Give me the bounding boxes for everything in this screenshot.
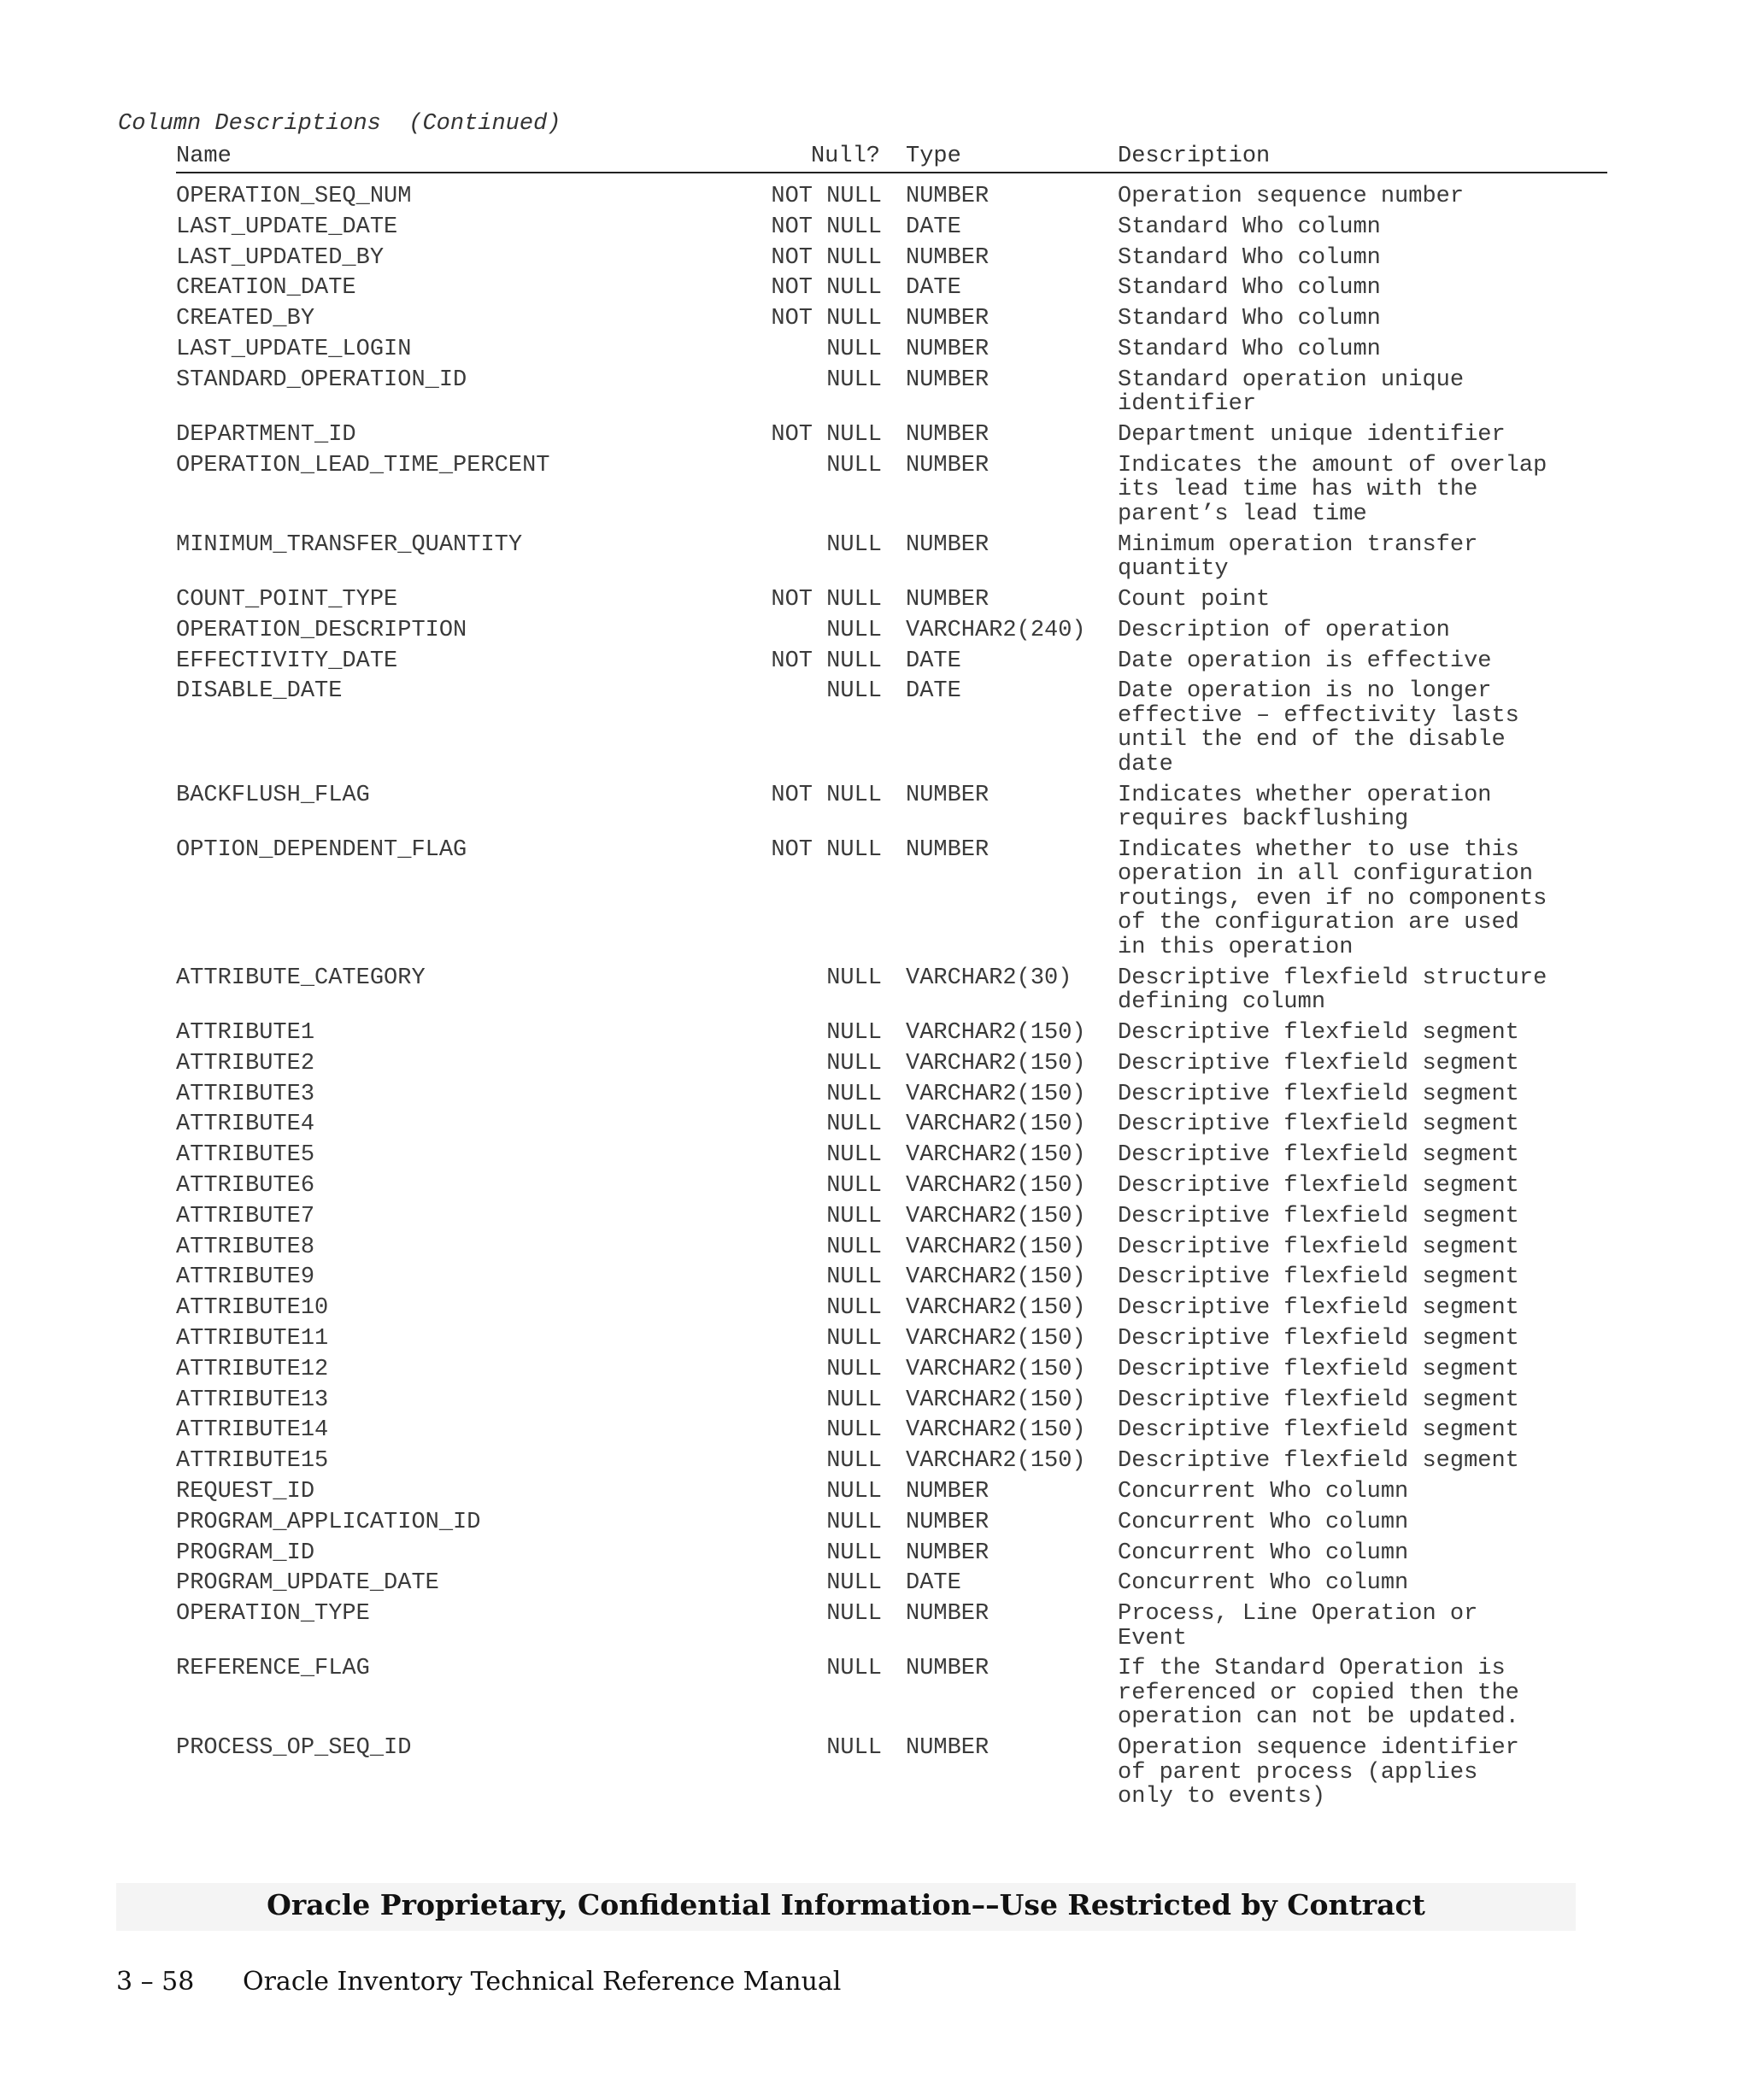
- description-cell: Descriptive flexfield segment: [1118, 1203, 1519, 1229]
- description-cell: Operation sequence number: [1118, 184, 1465, 209]
- column-name-cell: ATTRIBUTE3: [176, 1081, 315, 1107]
- page-number: 3 – 58: [116, 1967, 195, 1997]
- column-name-cell: ATTRIBUTE15: [176, 1448, 329, 1475]
- type-cell: VARCHAR2(150): [906, 1448, 1086, 1475]
- column-name-cell: ATTRIBUTE9: [176, 1264, 315, 1291]
- null-cell: NULL: [826, 1081, 882, 1107]
- column-name-cell: REFERENCE_FLAG: [176, 1656, 370, 1682]
- description-cell: If the Standard Operation is referenced or copied then the operation can not be updated.: [1118, 1656, 1519, 1731]
- column-name-cell: ATTRIBUTE4: [176, 1112, 315, 1138]
- column-name-cell: LAST_UPDATE_LOGIN: [176, 336, 412, 362]
- null-cell: NULL: [826, 1142, 882, 1169]
- description-cell: Indicates the amount of overlap its lead time has with the parent’s lead time: [1118, 452, 1547, 527]
- null-cell: NULL: [826, 1112, 882, 1138]
- description-cell: Descriptive flexfield segment: [1118, 1295, 1519, 1322]
- table-row: [0, 337, 1750, 368]
- column-name-cell: PROGRAM_APPLICATION_ID: [176, 1509, 481, 1535]
- column-name-cell: DISABLE_DATE: [176, 678, 343, 705]
- table-row: [0, 1388, 1750, 1419]
- null-cell: NULL: [826, 1295, 882, 1322]
- type-cell: VARCHAR2(150): [906, 1142, 1086, 1169]
- null-cell: NULL: [826, 1417, 882, 1444]
- type-cell: VARCHAR2(150): [906, 1203, 1086, 1229]
- null-cell: NOT NULL: [771, 586, 882, 613]
- type-cell: NUMBER: [906, 586, 990, 613]
- description-cell: Concurrent Who column: [1118, 1479, 1409, 1505]
- column-header-null: Null?: [810, 144, 880, 169]
- table-row: [0, 1449, 1750, 1480]
- column-name-cell: EFFECTIVITY_DATE: [176, 648, 398, 674]
- table-row: [0, 276, 1750, 307]
- null-cell: NOT NULL: [771, 244, 882, 271]
- table-row: [0, 1480, 1750, 1510]
- description-cell: Concurrent Who column: [1118, 1540, 1409, 1566]
- column-name-cell: PROCESS_OP_SEQ_ID: [176, 1735, 412, 1762]
- description-cell: Count point: [1118, 586, 1271, 613]
- description-cell: Minimum operation transfer quantity: [1118, 531, 1478, 583]
- type-cell: VARCHAR2(150): [906, 1387, 1086, 1413]
- table-row: [0, 1736, 1750, 1816]
- table-row: [0, 838, 1750, 966]
- description-cell: Standard Who column: [1118, 244, 1381, 271]
- null-cell: NOT NULL: [771, 648, 882, 674]
- type-cell: VARCHAR2(150): [906, 1417, 1086, 1444]
- null-cell: NULL: [826, 1479, 882, 1505]
- column-name-cell: LAST_UPDATE_DATE: [176, 214, 398, 240]
- column-name-cell: STANDARD_OPERATION_ID: [176, 367, 467, 393]
- table-row: [0, 246, 1750, 277]
- type-cell: VARCHAR2(150): [906, 1264, 1086, 1291]
- table-row: [0, 588, 1750, 619]
- column-name-cell: OPERATION_TYPE: [176, 1601, 370, 1628]
- description-cell: Standard Who column: [1118, 214, 1381, 240]
- column-name-cell: PROGRAM_ID: [176, 1540, 315, 1566]
- table-row: [0, 1052, 1750, 1082]
- table-row: [0, 423, 1750, 454]
- null-cell: NULL: [826, 1203, 882, 1229]
- table-row: [0, 1082, 1750, 1113]
- description-cell: Date operation is effective: [1118, 648, 1492, 674]
- null-cell: NOT NULL: [771, 214, 882, 240]
- column-name-cell: CREATED_BY: [176, 306, 315, 332]
- null-cell: NULL: [826, 1601, 882, 1628]
- null-cell: NOT NULL: [771, 836, 882, 863]
- column-name-cell: ATTRIBUTE10: [176, 1295, 329, 1322]
- description-cell: Descriptive flexfield segment: [1118, 1081, 1519, 1107]
- description-cell: Process, Line Operation or Event: [1118, 1601, 1478, 1651]
- description-cell: Indicates whether to use this operation in all configuration routings, even if no components of the configuration are used in this operation: [1118, 836, 1547, 960]
- column-name-cell: OPERATION_SEQ_NUM: [176, 184, 412, 209]
- column-name-cell: ATTRIBUTE5: [176, 1142, 315, 1169]
- description-cell: Descriptive flexfield segment: [1118, 1112, 1519, 1138]
- null-cell: NULL: [826, 336, 882, 362]
- column-header-description: Description: [1118, 144, 1271, 169]
- column-name-cell: OPTION_DEPENDENT_FLAG: [176, 836, 467, 863]
- column-descriptions-table: [0, 185, 1750, 1816]
- table-row: [0, 454, 1750, 533]
- description-cell: Description of operation: [1118, 617, 1450, 643]
- type-cell: NUMBER: [906, 1735, 990, 1762]
- column-name-cell: PROGRAM_UPDATE_DATE: [176, 1570, 439, 1597]
- null-cell: NULL: [826, 1050, 882, 1076]
- null-cell: NULL: [826, 1509, 882, 1535]
- type-cell: NUMBER: [906, 531, 990, 558]
- type-cell: VARCHAR2(150): [906, 1020, 1086, 1047]
- table-row: [0, 1021, 1750, 1052]
- confidentiality-notice: Oracle Proprietary, Confidential Information––Use Restricted by Contract: [267, 1888, 1425, 1921]
- description-cell: Descriptive flexfield structure defining column: [1118, 965, 1547, 1016]
- type-cell: NUMBER: [906, 306, 990, 332]
- column-name-cell: ATTRIBUTE6: [176, 1173, 315, 1200]
- type-cell: NUMBER: [906, 836, 990, 863]
- null-cell: NOT NULL: [771, 275, 882, 302]
- table-row: [0, 1296, 1750, 1327]
- column-name-cell: DEPARTMENT_ID: [176, 422, 356, 449]
- description-cell: Descriptive flexfield segment: [1118, 1387, 1519, 1413]
- null-cell: NULL: [826, 1264, 882, 1291]
- table-row: [0, 649, 1750, 680]
- null-cell: NULL: [826, 617, 882, 643]
- column-header-type: Type: [906, 144, 961, 169]
- description-cell: Descriptive flexfield segment: [1118, 1020, 1519, 1047]
- description-cell: Standard Who column: [1118, 306, 1381, 332]
- table-row: [0, 966, 1750, 1021]
- null-cell: NULL: [826, 1020, 882, 1047]
- column-name-cell: LAST_UPDATED_BY: [176, 244, 385, 271]
- column-name-cell: ATTRIBUTE7: [176, 1203, 315, 1229]
- column-name-cell: ATTRIBUTE8: [176, 1234, 315, 1260]
- null-cell: NULL: [826, 1735, 882, 1762]
- description-cell: Descriptive flexfield segment: [1118, 1356, 1519, 1382]
- type-cell: DATE: [906, 214, 961, 240]
- column-name-cell: MINIMUM_TRANSFER_QUANTITY: [176, 531, 523, 558]
- type-cell: VARCHAR2(150): [906, 1081, 1086, 1107]
- column-name-cell: ATTRIBUTE2: [176, 1050, 315, 1076]
- null-cell: NULL: [826, 1356, 882, 1382]
- column-name-cell: ATTRIBUTE11: [176, 1326, 329, 1352]
- type-cell: VARCHAR2(150): [906, 1295, 1086, 1322]
- table-row: [0, 1418, 1750, 1449]
- column-name-cell: ATTRIBUTE14: [176, 1417, 329, 1444]
- table-row: [0, 215, 1750, 246]
- type-cell: NUMBER: [906, 1601, 990, 1628]
- table-row: [0, 1143, 1750, 1174]
- null-cell: NULL: [826, 1387, 882, 1413]
- type-cell: NUMBER: [906, 244, 990, 271]
- table-row: [0, 619, 1750, 649]
- type-cell: NUMBER: [906, 367, 990, 393]
- table-row: [0, 533, 1750, 588]
- type-cell: NUMBER: [906, 452, 990, 478]
- type-cell: NUMBER: [906, 1509, 990, 1535]
- description-cell: Date operation is no longer effective – effectivity lasts until the end of the disable date: [1118, 678, 1519, 777]
- null-cell: NULL: [826, 1570, 882, 1597]
- table-row: [0, 1235, 1750, 1266]
- type-cell: NUMBER: [906, 422, 990, 449]
- description-cell: Standard Who column: [1118, 336, 1381, 362]
- description-cell: Descriptive flexfield segment: [1118, 1173, 1519, 1200]
- description-cell: Descriptive flexfield segment: [1118, 1050, 1519, 1076]
- null-cell: NULL: [826, 965, 882, 991]
- table-row: [0, 783, 1750, 838]
- table-row: [0, 1358, 1750, 1388]
- type-cell: VARCHAR2(150): [906, 1356, 1086, 1382]
- table-row: [0, 1657, 1750, 1736]
- column-name-cell: BACKFLUSH_FLAG: [176, 782, 370, 808]
- type-cell: VARCHAR2(150): [906, 1326, 1086, 1352]
- table-row: [0, 1205, 1750, 1235]
- description-cell: Indicates whether operation requires backflushing: [1118, 782, 1492, 833]
- null-cell: NULL: [826, 1326, 882, 1352]
- table-row: [0, 368, 1750, 423]
- null-cell: NULL: [826, 1448, 882, 1475]
- description-cell: Descriptive flexfield segment: [1118, 1264, 1519, 1291]
- description-cell: Operation sequence identifier of parent process (applies only to events): [1118, 1735, 1519, 1810]
- description-cell: Department unique identifier: [1118, 422, 1506, 449]
- null-cell: NULL: [826, 1234, 882, 1260]
- section-title: Column Descriptions (Continued): [118, 111, 561, 137]
- table-row: [0, 1541, 1750, 1572]
- type-cell: DATE: [906, 275, 961, 302]
- table-row: [0, 679, 1750, 783]
- null-cell: NOT NULL: [771, 306, 882, 332]
- type-cell: VARCHAR2(240): [906, 617, 1086, 643]
- description-cell: Descriptive flexfield segment: [1118, 1448, 1519, 1475]
- type-cell: NUMBER: [906, 782, 990, 808]
- column-header-name: Name: [176, 144, 232, 169]
- type-cell: DATE: [906, 648, 961, 674]
- null-cell: NULL: [826, 1173, 882, 1200]
- description-cell: Standard Who column: [1118, 275, 1381, 302]
- manual-title: Oracle Inventory Technical Reference Manual: [243, 1967, 842, 1997]
- type-cell: NUMBER: [906, 1540, 990, 1566]
- header-rule: [176, 172, 1607, 173]
- type-cell: NUMBER: [906, 336, 990, 362]
- description-cell: Descriptive flexfield segment: [1118, 1234, 1519, 1260]
- null-cell: NOT NULL: [771, 782, 882, 808]
- description-cell: Standard operation unique identifier: [1118, 367, 1465, 418]
- description-cell: Descriptive flexfield segment: [1118, 1417, 1519, 1444]
- type-cell: NUMBER: [906, 1656, 990, 1682]
- null-cell: NOT NULL: [771, 184, 882, 209]
- type-cell: VARCHAR2(30): [906, 965, 1072, 991]
- column-name-cell: ATTRIBUTE_CATEGORY: [176, 965, 426, 991]
- column-name-cell: OPERATION_LEAD_TIME_PERCENT: [176, 452, 550, 478]
- type-cell: VARCHAR2(150): [906, 1112, 1086, 1138]
- table-row: [0, 1602, 1750, 1657]
- table-row: [0, 1174, 1750, 1205]
- type-cell: DATE: [906, 678, 961, 705]
- description-cell: Descriptive flexfield segment: [1118, 1326, 1519, 1352]
- column-name-cell: ATTRIBUTE13: [176, 1387, 329, 1413]
- table-row: [0, 185, 1750, 215]
- column-name-cell: REQUEST_ID: [176, 1479, 315, 1505]
- description-cell: Descriptive flexfield segment: [1118, 1142, 1519, 1169]
- table-row: [0, 1327, 1750, 1358]
- type-cell: NUMBER: [906, 184, 990, 209]
- type-cell: VARCHAR2(150): [906, 1050, 1086, 1076]
- table-row: [0, 1112, 1750, 1143]
- type-cell: VARCHAR2(150): [906, 1173, 1086, 1200]
- table-row: [0, 307, 1750, 337]
- table-row: [0, 1571, 1750, 1602]
- null-cell: NULL: [826, 1656, 882, 1682]
- null-cell: NULL: [826, 1540, 882, 1566]
- null-cell: NULL: [826, 367, 882, 393]
- description-cell: Concurrent Who column: [1118, 1570, 1409, 1597]
- null-cell: NULL: [826, 678, 882, 705]
- column-name-cell: CREATION_DATE: [176, 275, 356, 302]
- description-cell: Concurrent Who column: [1118, 1509, 1409, 1535]
- column-name-cell: OPERATION_DESCRIPTION: [176, 617, 467, 643]
- null-cell: NOT NULL: [771, 422, 882, 449]
- column-name-cell: COUNT_POINT_TYPE: [176, 586, 398, 613]
- null-cell: NULL: [826, 531, 882, 558]
- type-cell: VARCHAR2(150): [906, 1234, 1086, 1260]
- type-cell: DATE: [906, 1570, 961, 1597]
- table-row: [0, 1510, 1750, 1541]
- column-name-cell: ATTRIBUTE1: [176, 1020, 315, 1047]
- type-cell: NUMBER: [906, 1479, 990, 1505]
- null-cell: NULL: [826, 452, 882, 478]
- table-row: [0, 1265, 1750, 1296]
- column-name-cell: ATTRIBUTE12: [176, 1356, 329, 1382]
